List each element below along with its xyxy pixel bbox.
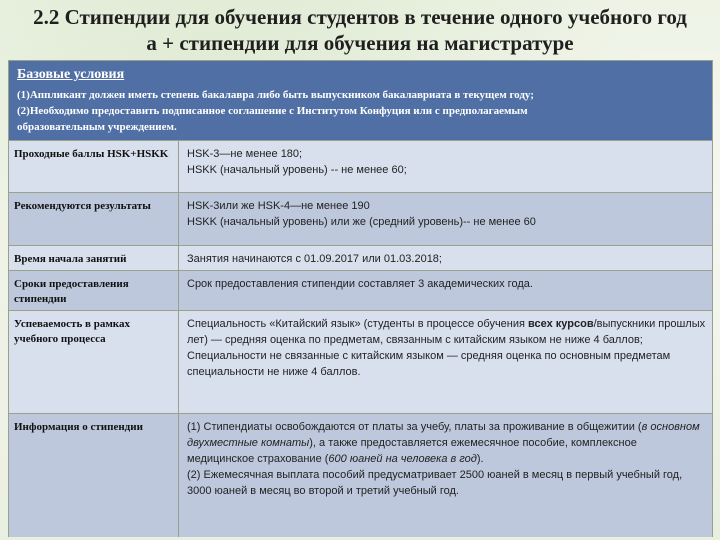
row-value-line: HSKK (начальный уровень) -- не менее 60; xyxy=(187,164,407,176)
row-label: Сроки предоставления стипендии xyxy=(9,271,179,310)
basic-condition-2-cont: образовательным учреждением. xyxy=(17,121,177,133)
info-text-italic: в основном двухместные комнаты xyxy=(187,421,700,449)
performance-text-bold: всех курсов xyxy=(528,318,594,330)
row-value-line: Срок предоставления стипендии составляет 3 академических года. xyxy=(187,278,533,290)
basic-conditions-heading: Базовые условия xyxy=(17,67,125,82)
table-row-academic-performance xyxy=(9,311,712,414)
row-value xyxy=(179,414,712,537)
performance-text-part: Специальность «Китайский язык» (студенты в процессе обучения xyxy=(187,318,529,330)
row-label: Время начала занятий xyxy=(9,246,179,270)
row-value-line: HSKK (начальный уровень) или же (средний уровень)-- не менее 60 xyxy=(187,216,536,228)
scholarship-table xyxy=(8,60,713,537)
table-row-scholarship-term xyxy=(9,271,712,311)
info-text-line-2: (2) Ежемесячная выплата пособий предусматривает 2500 юаней в месяц в первый учебный год, 3000 юаней в месяц во второй и третий учебный год. xyxy=(187,469,683,497)
info-text-italic: 600 юаней на человека в год xyxy=(328,453,477,465)
info-text-part: (1) Стипендиаты освобождаются от платы за учебу, платы за проживание в общежитии ( xyxy=(187,421,642,433)
basic-conditions-header xyxy=(9,61,712,141)
slide-title-line-2: а + стипендии для обучения на магистратуре xyxy=(146,31,574,55)
row-value xyxy=(179,311,712,413)
row-label: Информация о стипендии xyxy=(9,414,179,537)
row-label: Рекомендуются результаты xyxy=(9,193,179,245)
row-value xyxy=(179,271,712,310)
basic-condition-2: (2)Необходимо предоставить подписанное соглашение с Институтом Конфуция или с предполагаемым xyxy=(17,105,528,117)
row-value-line: HSK-3или же HSK-4—не менее 190 xyxy=(187,200,370,212)
row-label: Успеваемость в рамках учебного процесса xyxy=(9,311,179,413)
table-row-scholarship-info xyxy=(9,414,712,537)
table-row-hsk-scores xyxy=(9,141,712,193)
table-row-recommended-results xyxy=(9,193,712,246)
row-value-line: Занятия начинаются с 01.09.2017 или 01.03.2018; xyxy=(187,253,442,265)
row-value xyxy=(179,141,712,192)
info-text-part: ). xyxy=(476,453,484,465)
row-value xyxy=(179,246,712,270)
row-value-line: HSK-3—не менее 180; xyxy=(187,148,303,160)
row-label: Проходные баллы HSK+HSKK xyxy=(9,141,179,192)
slide-title-line-1: 2.2 Стипендии для обучения студентов в течение одного учебного год xyxy=(33,5,687,29)
info-text-part: ), а также предоставляется ежемесячное пособие, комплексное медицинское страхование ( xyxy=(187,437,637,465)
basic-condition-1: (1)Аппликант должен иметь степень бакалавра либо быть выпускником бакалавриата в текущем году; xyxy=(17,89,534,101)
performance-text-line-2: Специальности не связанные с китайским языком — средняя оценка по основным предметам специальности не ниже 4 баллов. xyxy=(187,350,671,378)
row-value xyxy=(179,193,712,245)
table-row-start-date xyxy=(9,246,712,271)
slide-title xyxy=(10,4,710,58)
performance-text-part: /выпускники прошлых лет) — средняя оценка по предметам, связанным с китайским языком не ниже 4 баллов; xyxy=(187,318,706,346)
